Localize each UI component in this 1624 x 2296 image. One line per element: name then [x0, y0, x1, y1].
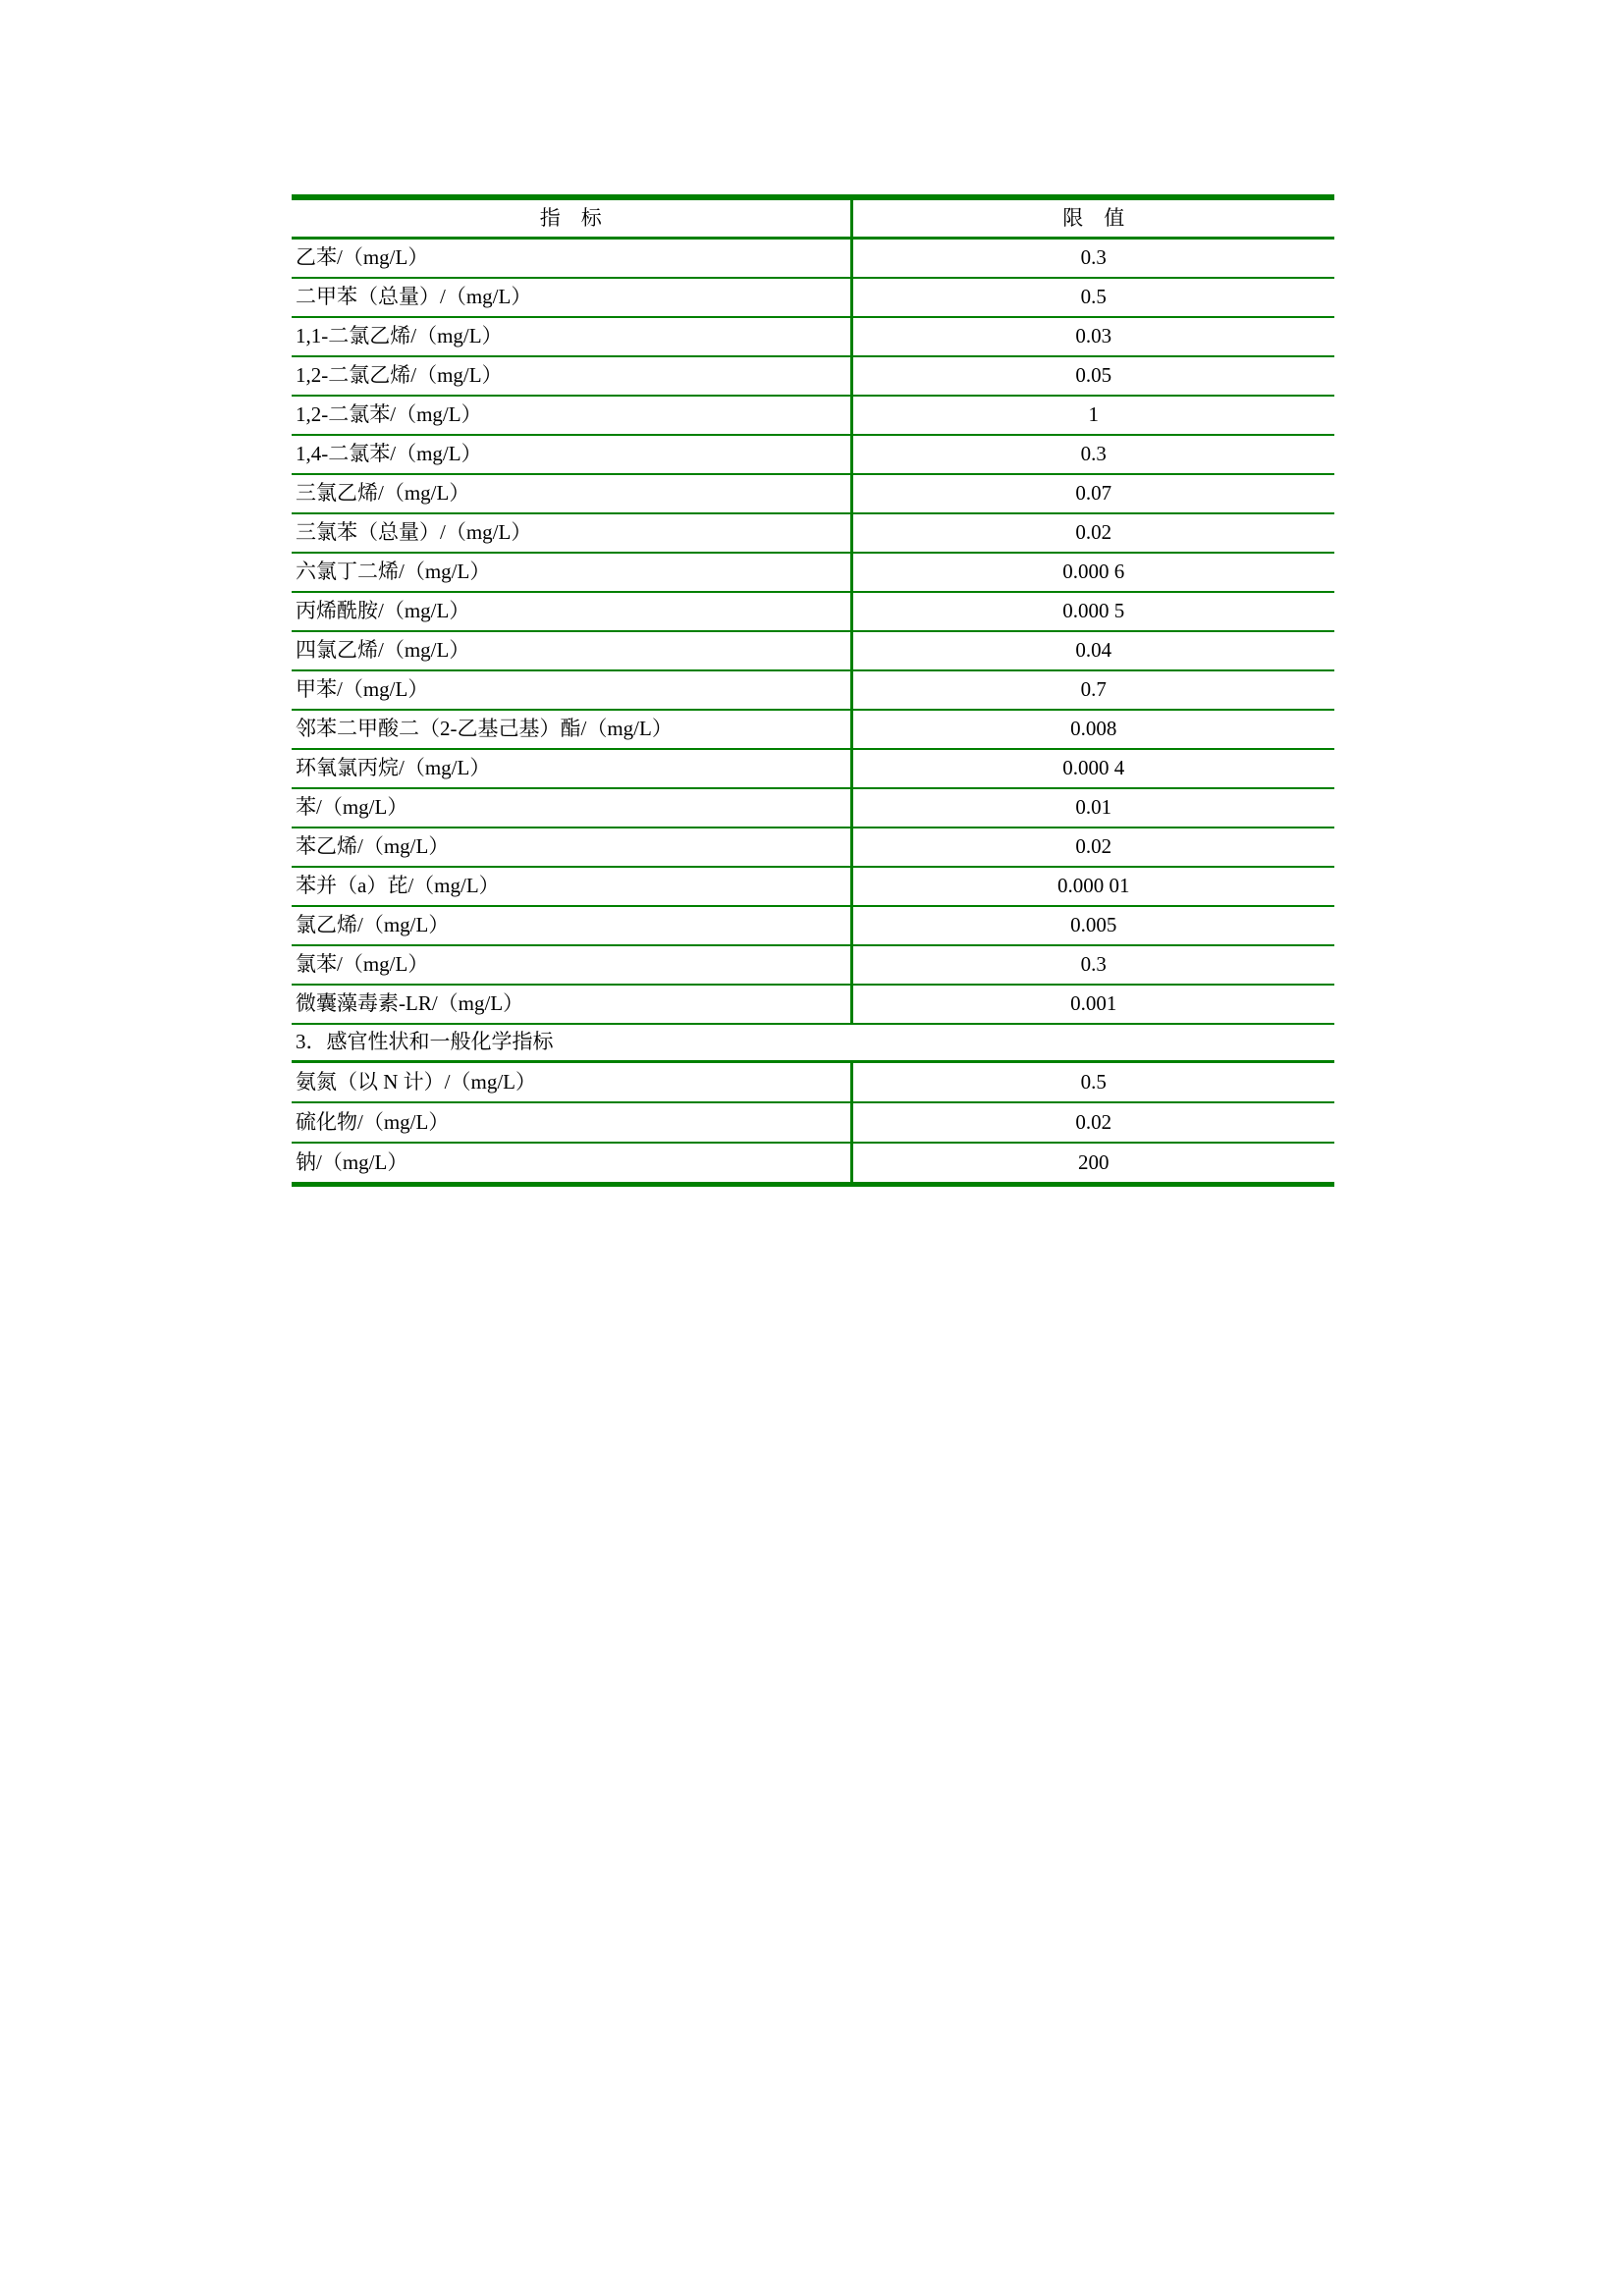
indicator-cell: 硫化物/（mg/L） — [292, 1102, 851, 1143]
indicator-cell: 钠/（mg/L） — [292, 1143, 851, 1185]
table-header-row — [292, 197, 1334, 239]
limit-cell: 1 — [851, 396, 1334, 435]
limit-cell: 0.03 — [851, 317, 1334, 356]
indicator-column-header: 指 标 — [292, 197, 851, 239]
indicator-cell: 苯并（a）芘/（mg/L） — [292, 867, 851, 906]
indicator-cell: 甲苯/（mg/L） — [292, 670, 851, 710]
limit-cell: 0.001 — [851, 985, 1334, 1024]
table-row — [292, 710, 1334, 749]
table-row — [292, 513, 1334, 553]
table-row — [292, 396, 1334, 435]
indicator-cell: 1,2-二氯苯/（mg/L） — [292, 396, 851, 435]
indicator-cell: 1,4-二氯苯/（mg/L） — [292, 435, 851, 474]
indicator-cell: 丙烯酰胺/（mg/L） — [292, 592, 851, 631]
table-row — [292, 278, 1334, 317]
indicator-cell: 邻苯二甲酸二（2-乙基己基）酯/（mg/L） — [292, 710, 851, 749]
limit-cell: 0.000 5 — [851, 592, 1334, 631]
indicator-cell: 苯乙烯/（mg/L） — [292, 828, 851, 867]
limit-cell: 0.01 — [851, 788, 1334, 828]
table-row — [292, 828, 1334, 867]
limit-cell: 0.000 4 — [851, 749, 1334, 788]
section-heading-row — [292, 1024, 1334, 1062]
limit-cell: 0.02 — [851, 828, 1334, 867]
table-row — [292, 631, 1334, 670]
indicator-cell: 氯乙烯/（mg/L） — [292, 906, 851, 945]
table-row — [292, 239, 1334, 279]
table-row — [292, 317, 1334, 356]
indicator-cell: 氨氮（以 N 计）/（mg/L） — [292, 1062, 851, 1103]
indicator-cell: 六氯丁二烯/（mg/L） — [292, 553, 851, 592]
indicator-cell: 1,2-二氯乙烯/（mg/L） — [292, 356, 851, 396]
limit-cell: 0.000 01 — [851, 867, 1334, 906]
table-row — [292, 985, 1334, 1024]
table-row — [292, 945, 1334, 985]
limit-cell: 0.7 — [851, 670, 1334, 710]
water-quality-limits-table — [292, 194, 1334, 1187]
table-row — [292, 867, 1334, 906]
table-row — [292, 1102, 1334, 1143]
limit-cell: 0.07 — [851, 474, 1334, 513]
table-row — [292, 788, 1334, 828]
indicator-cell: 苯/（mg/L） — [292, 788, 851, 828]
indicator-cell: 微囊藻毒素-LR/（mg/L） — [292, 985, 851, 1024]
limit-cell: 0.02 — [851, 1102, 1334, 1143]
limit-cell: 0.005 — [851, 906, 1334, 945]
limit-cell: 0.5 — [851, 278, 1334, 317]
indicator-cell: 三氯乙烯/（mg/L） — [292, 474, 851, 513]
limit-cell: 0.3 — [851, 435, 1334, 474]
table-row — [292, 474, 1334, 513]
table-row — [292, 553, 1334, 592]
limit-cell: 0.000 6 — [851, 553, 1334, 592]
limits-table — [292, 194, 1334, 1187]
limit-cell: 0.3 — [851, 945, 1334, 985]
table-row — [292, 356, 1334, 396]
table-row — [292, 749, 1334, 788]
limit-cell: 0.02 — [851, 513, 1334, 553]
indicator-cell: 三氯苯（总量）/（mg/L） — [292, 513, 851, 553]
table-row — [292, 906, 1334, 945]
limit-cell: 0.008 — [851, 710, 1334, 749]
table-row — [292, 435, 1334, 474]
indicator-cell: 乙苯/（mg/L） — [292, 239, 851, 279]
limit-column-header: 限 值 — [851, 197, 1334, 239]
table-row — [292, 592, 1334, 631]
limit-cell: 0.05 — [851, 356, 1334, 396]
section-heading: 3．感官性状和一般化学指标 — [292, 1024, 1334, 1062]
indicator-cell: 二甲苯（总量）/（mg/L） — [292, 278, 851, 317]
indicator-cell: 1,1-二氯乙烯/（mg/L） — [292, 317, 851, 356]
table-row — [292, 670, 1334, 710]
limit-cell: 200 — [851, 1143, 1334, 1185]
limit-cell: 0.3 — [851, 239, 1334, 279]
indicator-cell: 环氧氯丙烷/（mg/L） — [292, 749, 851, 788]
indicator-cell: 四氯乙烯/（mg/L） — [292, 631, 851, 670]
limit-cell: 0.5 — [851, 1062, 1334, 1103]
limit-cell: 0.04 — [851, 631, 1334, 670]
table-row — [292, 1062, 1334, 1103]
indicator-cell: 氯苯/（mg/L） — [292, 945, 851, 985]
table-row — [292, 1143, 1334, 1185]
